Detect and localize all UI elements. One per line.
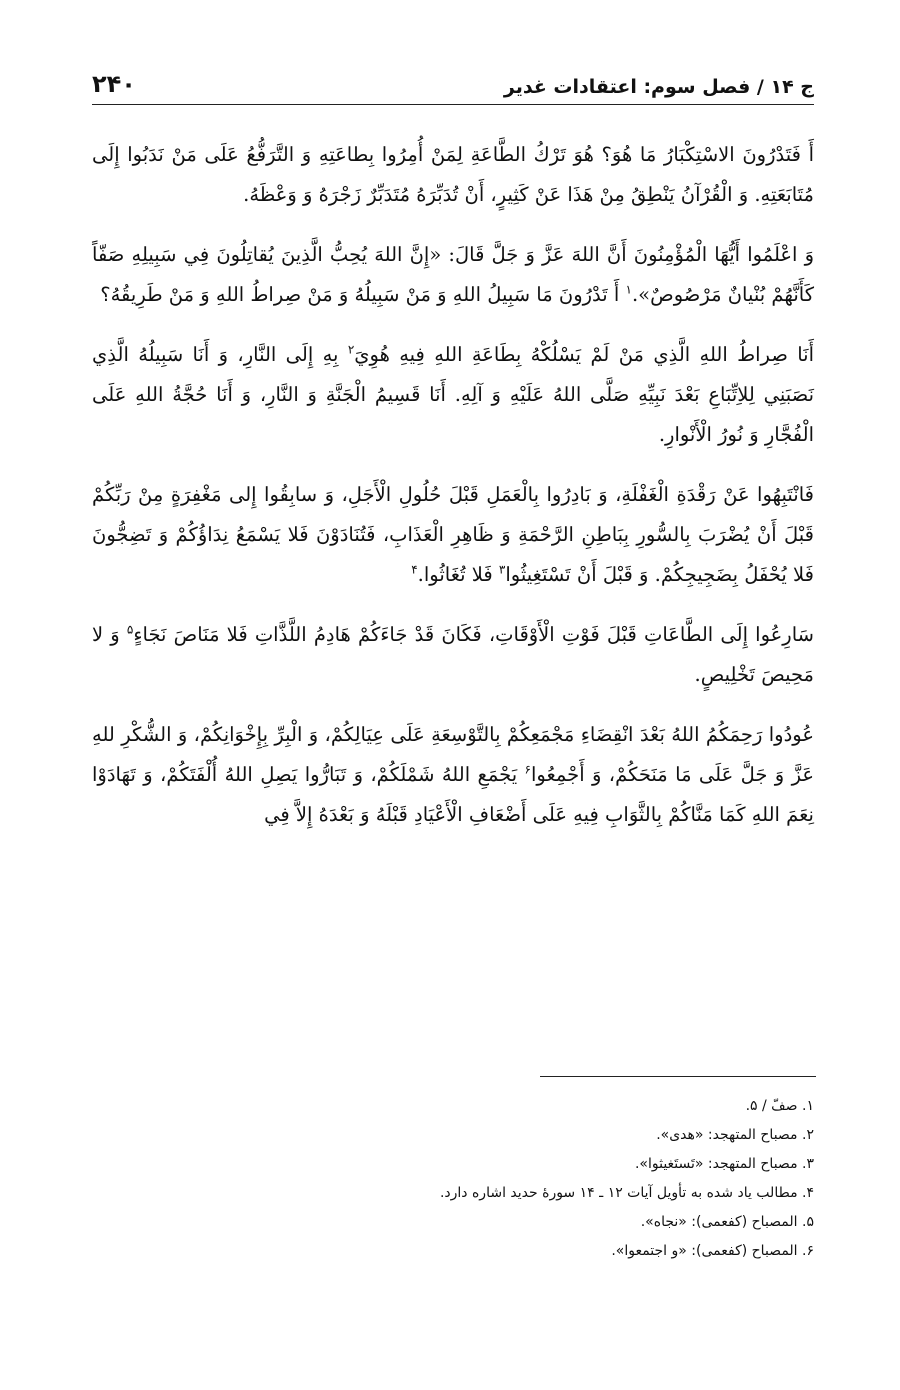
footnote-ref[interactable]: ۵ [126, 622, 134, 637]
footnote-ref[interactable]: ۶ [524, 762, 531, 777]
paragraph [92, 235, 814, 315]
paragraph-text: وَ لا مَحِيصَ تَخْلِيصٍ. [92, 623, 814, 686]
footnote: ۳. مصباح المتهجد: «تَستَغیثوا». [634, 1156, 814, 1172]
footnote: ۵. المصباح (کفعمی): «نجاه». [640, 1214, 814, 1230]
paragraph-text: أَنَا صِراطُ اللهِ الَّذِي مَنْ لَمْ يَسْلُكْهُ بِطَاعَةِ اللهِ فِيهِ هُوِيَ [354, 343, 814, 366]
paragraph-text: فَانْتَبِهُوا عَنْ رَقْدَةِ الْغَفْلَةِ، وَ بَادِرُوا بِالْعَمَلِ قَبْلَ حُلُولِ الْأَجَلِ، وَ سابِقُوا إِلى مَغْفِرَةٍ مِنْ رَبِّكُمْ قَبْلَ أَنْ يُضْرَبَ بِالسُّورِ بِبَاطِنِ الرَّحْمَةِ وَ ظَاهِرِ الْعَذَابِ، فَتُنَادَوْنَ فَلا يَسْمَعُ نِدَاؤُكُمْ وَ تَضِجُّونَ فَلا يُحْفَلُ بِضَجِيجِكُمْ. وَ قَبْلَ أَنْ تَسْتَغِيثُوا [92, 483, 814, 586]
running-head [92, 62, 814, 105]
paragraph-text: أَ تَدْرُونَ مَا سَبِيلُ اللهِ وَ مَنْ سَبِيلُهُ وَ مَنْ صِراطُ اللهِ وَ مَنْ طَرِيقُهُ؟ [100, 283, 626, 306]
paragraph-text: فَلا تُغَاثُوا. [417, 563, 499, 586]
paragraph [92, 715, 814, 835]
paragraph-text: بِهِ إِلَى النَّارِ، وَ أَنَا سَبِيلُهُ الَّذِي نَصَبَنِي لِلاِتِّبَاعِ بَعْدَ نَبِيِّهِ صَلَّى اللهُ عَلَيْهِ وَ آلِهِ. أَنَا قَسِيمُ الْجَنَّةِ وَ النَّارِ، وَ أَنَا حُجَّةُ اللهِ عَلَى الْفُجَّارِ وَ نُورُ الْأَنْوارِ. [92, 343, 814, 446]
footnote-ref[interactable]: ۳ [498, 562, 506, 577]
paragraph [92, 615, 814, 695]
paragraph [92, 475, 814, 595]
paragraph-text: يَجْمَعِ اللهُ شَمْلَكُمْ، وَ تَبَارُّوا يَصِلِ اللهُ أُلْفَتَكُمْ، وَ تَهَادَوْا نِعَمَ اللهِ كَمَا مَنَّاكُمْ بِالثَّوَابِ فِيهِ عَلَى أَضْعَافِ الْأَعْيَادِ قَبْلَهُ وَ بَعْدَهُ إِلاَّ فِي [92, 763, 814, 826]
footnote-ref[interactable]: ۱ [625, 282, 632, 297]
footnote-ref[interactable]: ۴ [411, 562, 418, 577]
paragraph-text: وَ اعْلَمُوا أَيُّهَا الْمُؤْمِنُونَ أَنَّ اللهَ عَزَّ وَ جَلَّ قَالَ: «إِنَّ اللهَ يُحِبُّ الَّذِينَ يُقاتِلُونَ فِي سَبِيلِهِ صَفّاً كَأَنَّهُمْ بُنْيانٌ مَرْصُوصٌ». [92, 243, 814, 306]
footnote: ۱. صفّ / ۵. [745, 1098, 814, 1114]
paragraph-text: عُودُوا رَحِمَكُمُ اللهُ بَعْدَ انْقِضَاءِ مَجْمَعِكُمْ بِالتَّوْسِعَةِ عَلَى عِيَالِكُمْ، وَ الْبِرِّ بِإِخْوَانِكُمْ، وَ الشُّكْرِ للهِ عَزَّ وَ جَلَّ عَلَى مَا مَنَحَكُمْ، وَ أَجْمِعُوا [92, 723, 814, 786]
paragraph [92, 135, 814, 215]
footnote: ۴. مطالب یاد شده به تأویل آیات ۱۲ ـ ۱۴ سورهٔ حدید اشاره دارد. [439, 1185, 814, 1201]
footnote-ref[interactable]: ۲ [347, 342, 355, 357]
chapter-title: ج ۱۴ / فصل سوم: اعتقادات غدیر [503, 76, 814, 98]
footnote: ۲. مصباح المتهجد: «هدی». [656, 1127, 814, 1143]
footnote-divider [540, 1076, 816, 1077]
paragraph [92, 335, 814, 455]
paragraph-text: سَارِعُوا إِلَى الطَّاعَاتِ قَبْلَ فَوْتِ الْأَوْقَاتِ، فَكَانَ قَدْ جَاءَكُمْ هَادِمُ اللَّذَّاتِ فَلا مَنَاصَ نَجَاءٍ [133, 623, 815, 646]
page [92, 62, 814, 855]
paragraph-text: أَ فَتَدْرُونَ الاسْتِكْبَارُ مَا هُوَ؟ هُوَ تَرْكُ الطَّاعَةِ لِمَنْ أُمِرُوا بِطاعَتِهِ وَ التَّرَفُّعُ عَلَى مَنْ نَدَبُوا إِلَى مُتَابَعَتِهِ. وَ الْقُرْآنُ يَنْطِقُ مِنْ هَذَا عَنْ كَثِيرٍ، أَنْ تُدَبِّرَهُ مُتَدَبِّرٌ زَجْرَهُ وَ وَعْظَهُ. [92, 143, 814, 206]
footnote: ۶. المصباح (کفعمی): «و اجتمعوا». [611, 1243, 814, 1259]
body-text [92, 135, 814, 835]
page-number: ۲۴۰ [92, 70, 136, 98]
footnotes [214, 1092, 814, 1266]
